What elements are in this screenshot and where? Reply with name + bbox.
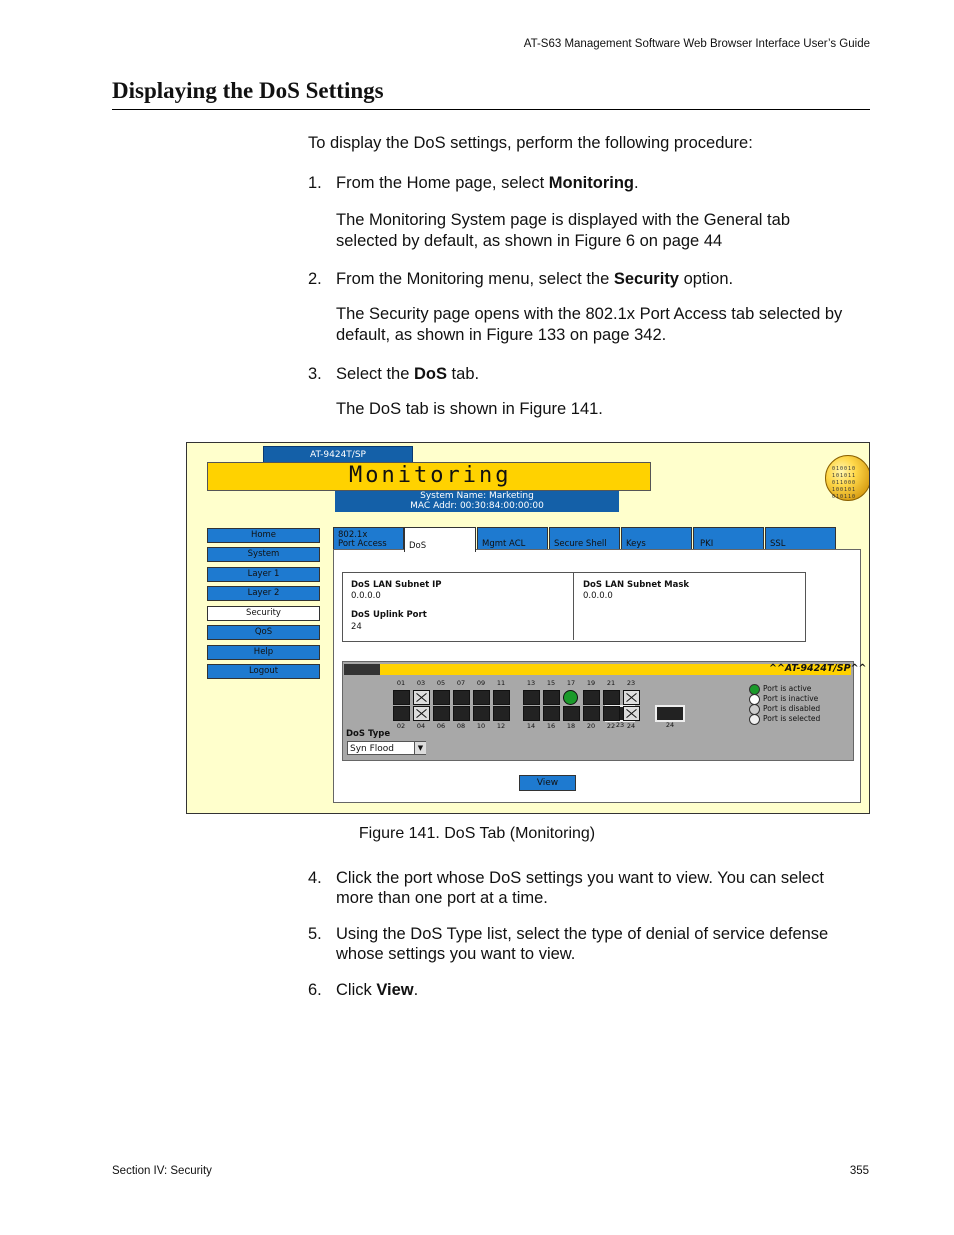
step-3-text: Select the DoS tab. [336,365,480,383]
legend-inactive-text: Port is inactive [763,694,819,703]
port-icon[interactable] [413,690,430,705]
menu-help-button[interactable]: Help [207,645,320,660]
menu-system-button[interactable]: System [207,547,320,562]
port-number: 04 [416,722,426,730]
port-number: 14 [526,722,536,730]
legend-disabled-text: Port is disabled [763,704,821,713]
port-number: 23 [626,679,636,687]
port-icon[interactable] [433,706,450,721]
switch-model-label: ^^AT-9424T/SP^^ [769,663,867,674]
port-number: 08 [456,722,466,730]
footer-section: Section IV: Security [112,1165,212,1177]
legend-selected-text: Port is selected [763,714,821,723]
port-icon[interactable] [493,706,510,721]
port-icon[interactable] [543,690,560,705]
step-number: 4. [308,869,322,887]
section-title: Displaying the DoS Settings [112,78,384,103]
port-number: 01 [396,679,406,687]
step-number: 6. [308,981,322,999]
port-icon[interactable] [393,706,410,721]
page-number: 355 [849,1165,869,1177]
port-number: 21 [606,679,616,687]
port-number: 22 [606,722,616,730]
port-icon[interactable] [523,690,540,705]
port-number: 02 [396,722,406,730]
port-number: 17 [566,679,576,687]
port-number: 19 [586,679,596,687]
port-icon[interactable] [493,690,510,705]
lan-mask-label: DoS LAN Subnet Mask [583,580,690,590]
port-number: 16 [546,722,556,730]
tab-dos[interactable]: DoS [404,527,476,552]
port-icon[interactable] [543,706,560,721]
port-icon[interactable] [433,690,450,705]
step-number: 1. [308,174,322,192]
step-6-text: Click View. [336,981,419,999]
menu-layer1-button[interactable]: Layer 1 [207,567,320,582]
step-2-note: The Security page opens with the 802.1x Port Access tab selected by default, as shown in Figure 133 on page 342. [336,305,843,344]
menu-security-button[interactable]: Security [207,606,320,621]
port-number: 06 [436,722,446,730]
sfp-port-number: 24 [665,721,675,729]
port-number: 03 [416,679,426,687]
lan-ip-label: DoS LAN Subnet IP [351,580,442,590]
heading-rule [112,109,870,110]
figure-caption: Figure 141. DoS Tab (Monitoring) [358,825,596,842]
allied-telesyn-logo-icon [344,664,380,675]
port-icon[interactable] [563,690,578,705]
step-2-text: From the Monitoring menu, select the Security option. [336,270,734,288]
tab-mgmt-acl[interactable]: Mgmt ACL [477,527,548,550]
step-4-text: Click the port whose DoS settings you want to view. You can select more than one port at a time. [336,869,824,907]
port-icon[interactable] [393,690,410,705]
port-number: 13 [526,679,536,687]
sfp-port-icon[interactable] [655,705,685,722]
port-icon[interactable] [453,706,470,721]
tab-pki[interactable]: PKI [693,527,764,550]
menu-logout-button[interactable]: Logout [207,664,320,679]
port-number: 15 [546,679,556,687]
menu-home-button[interactable]: Home [207,528,320,543]
sfp-port-number: 23 [615,721,625,729]
figure-screenshot [186,442,870,814]
step-number: 2. [308,270,322,288]
port-number: 05 [436,679,446,687]
port-icon[interactable] [413,706,430,721]
intro-text: To display the DoS settings, perform the following procedure: [308,134,753,152]
chevron-down-icon[interactable]: ▼ [414,742,426,754]
system-name: System Name: Marketing [420,491,534,501]
running-header: AT-S63 Management Software Web Browser Interface User’s Guide [523,38,870,50]
port-icon[interactable] [583,690,600,705]
port-number: 11 [496,679,506,687]
tab-secure-shell[interactable]: Secure Shell [549,527,620,550]
port-number: 09 [476,679,486,687]
port-icon[interactable] [623,706,640,721]
port-icon[interactable] [473,690,490,705]
port-icon[interactable] [583,706,600,721]
tab-8021x-port-access[interactable]: 802.1x Port Access [333,527,404,550]
port-number: 24 [626,722,636,730]
banner-title: Monitoring [349,463,512,488]
uplink-value: 24 [351,622,362,632]
dos-type-label: DoS Type [346,729,391,739]
dos-type-select[interactable]: Syn Flood [347,741,426,755]
uplink-label: DoS Uplink Port [351,610,427,620]
menu-qos-button[interactable]: QoS [207,625,320,640]
model-tab: AT-9424T/SP [263,446,413,464]
port-icon[interactable] [603,706,620,721]
port-number: 07 [456,679,466,687]
port-number: 10 [476,722,486,730]
port-icon[interactable] [453,690,470,705]
system-info [335,491,619,512]
step-5-text: Using the DoS Type list, select the type of denial of service defense whose settings you want to view. [336,925,829,963]
port-number: 12 [496,722,506,730]
step-1-note: The Monitoring System page is displayed with the General tab selected by default, as shown in Figure 6 on page 44 [336,211,790,250]
tab-ssl[interactable]: SSL [765,527,836,550]
port-icon[interactable] [473,706,490,721]
view-button[interactable]: View [519,775,576,791]
mac-address: MAC Addr: 00:30:84:00:00:00 [410,501,544,511]
step-number: 3. [308,365,322,383]
settings-divider [573,572,574,640]
legend-selected-icon [749,714,760,725]
globe-logo-icon: 010010 101011 011000 100101 010110 [825,455,870,501]
port-icon[interactable] [603,690,620,705]
port-icon[interactable] [563,706,580,721]
tab-keys[interactable]: Keys [621,527,692,550]
legend-active-text: Port is active [763,684,812,693]
port-number: 18 [566,722,576,730]
port-number: 20 [586,722,596,730]
lan-mask-value: 0.0.0.0 [583,591,613,601]
lan-ip-value: 0.0.0.0 [351,591,381,601]
menu-layer2-button[interactable]: Layer 2 [207,586,320,601]
step-1-text: From the Home page, select Monitoring. [336,174,639,192]
port-icon[interactable] [523,706,540,721]
step-number: 5. [308,925,322,943]
port-icon[interactable] [623,690,640,705]
step-3-note: The DoS tab is shown in Figure 141. [336,400,603,418]
